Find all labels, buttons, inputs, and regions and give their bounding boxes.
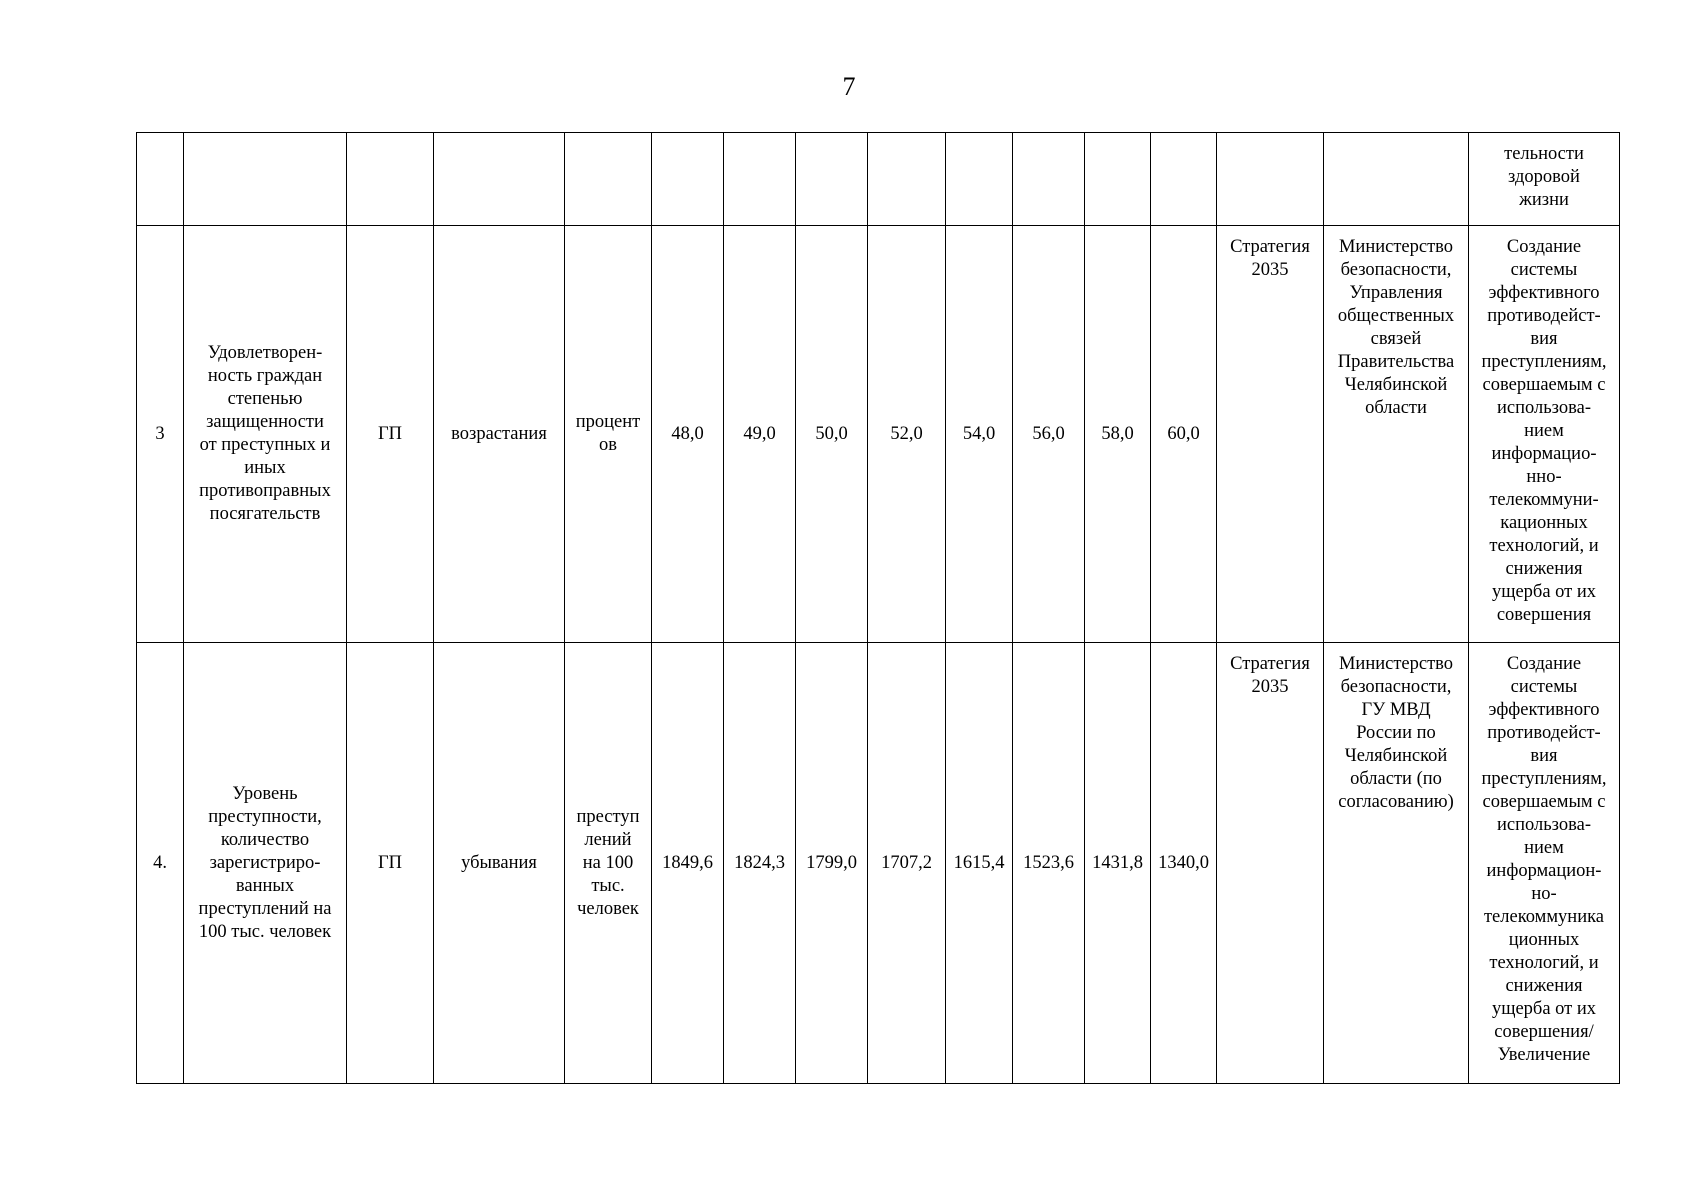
value-cell: 49,0 bbox=[724, 226, 796, 643]
goal-line: совершения bbox=[1496, 605, 1592, 625]
page-number: 7 bbox=[842, 72, 856, 101]
responsible-line: согласованию) bbox=[1338, 792, 1454, 812]
value-cell: 1431,8 bbox=[1085, 643, 1151, 1084]
source-line: 2035 bbox=[1251, 677, 1289, 697]
goal-line: Создание bbox=[1506, 237, 1582, 257]
value-cell bbox=[724, 133, 796, 226]
responsible-line: Управления bbox=[1349, 283, 1443, 303]
goal-cell bbox=[1469, 226, 1620, 643]
value-cell: 52,0 bbox=[868, 226, 946, 643]
indicator-name-line: ность граждан bbox=[207, 366, 323, 386]
indicator-name-cell bbox=[184, 133, 347, 226]
source-cell bbox=[1217, 643, 1324, 1084]
value-cell: 54,0 bbox=[946, 226, 1013, 643]
goal-line: ущерба от их bbox=[1491, 582, 1597, 602]
responsible-line: Челябинской bbox=[1344, 746, 1448, 766]
goal-line: совершаемым с bbox=[1482, 792, 1606, 812]
indicator-name-line: посягательств bbox=[209, 504, 321, 524]
goal-line: Увеличение bbox=[1497, 1045, 1591, 1065]
goal-line: телекоммуни- bbox=[1489, 490, 1599, 510]
value-cell: 1523,6 bbox=[1013, 643, 1085, 1084]
goal-line: нием bbox=[1524, 421, 1564, 441]
value-cell: 1340,0 bbox=[1151, 643, 1217, 1084]
goal-line: Создание bbox=[1506, 654, 1582, 674]
value-cell: 1824,3 bbox=[724, 643, 796, 1084]
direction-cell: возрастания bbox=[434, 226, 565, 643]
unit-cell bbox=[565, 133, 652, 226]
value-cell bbox=[1151, 133, 1217, 226]
goal-line: технологий, и bbox=[1489, 953, 1599, 973]
goal-line: нно- bbox=[1526, 467, 1562, 487]
responsible-cell bbox=[1324, 133, 1469, 226]
goal-line: телекоммуника bbox=[1483, 907, 1605, 927]
responsible-line: ГУ МВД bbox=[1361, 700, 1431, 720]
goal-line: вия bbox=[1530, 329, 1558, 349]
value-cell: 56,0 bbox=[1013, 226, 1085, 643]
goal-line: тельности bbox=[1504, 144, 1584, 164]
goal-line: эффективного bbox=[1488, 700, 1600, 720]
unit-line: преступ bbox=[576, 806, 640, 827]
goal-line: информацио- bbox=[1491, 444, 1597, 464]
indicator-name-cell bbox=[184, 226, 347, 643]
goal-line: но- bbox=[1531, 884, 1557, 904]
value-cell: 58,0 bbox=[1085, 226, 1151, 643]
table-row bbox=[137, 226, 1620, 643]
unit-line: тыс. bbox=[591, 875, 625, 896]
source-line: 2035 bbox=[1251, 260, 1289, 280]
goal-line: ущерба от их bbox=[1491, 999, 1597, 1019]
value-cell: 1615,4 bbox=[946, 643, 1013, 1084]
goal-line: снижения bbox=[1505, 559, 1583, 579]
unit-line: ов bbox=[599, 435, 617, 455]
value-cell bbox=[946, 133, 1013, 226]
goal-line: совершения/ bbox=[1494, 1022, 1594, 1042]
goal-line: использова- bbox=[1497, 815, 1591, 835]
value-cell: 1849,6 bbox=[652, 643, 724, 1084]
row-number-cell bbox=[137, 133, 184, 226]
goal-line: противодейст- bbox=[1487, 723, 1601, 743]
indicator-name-line: преступности, bbox=[208, 806, 322, 827]
indicator-name-line: иных bbox=[244, 458, 286, 478]
indicators-table bbox=[136, 132, 1620, 1084]
responsible-line: безопасности, bbox=[1340, 677, 1452, 697]
table-row bbox=[137, 133, 1620, 226]
value-cell: 48,0 bbox=[652, 226, 724, 643]
goal-line: информацион- bbox=[1486, 861, 1602, 881]
source-cell bbox=[1217, 226, 1324, 643]
responsible-cell bbox=[1324, 643, 1469, 1084]
responsible-line: связей bbox=[1370, 329, 1422, 349]
value-cell bbox=[1085, 133, 1151, 226]
responsible-line: Министерство bbox=[1338, 237, 1454, 257]
unit-line: на 100 bbox=[582, 852, 634, 873]
responsible-line: области bbox=[1365, 398, 1427, 418]
responsible-line: Правительства bbox=[1337, 352, 1455, 372]
source-cell bbox=[1217, 133, 1324, 226]
goal-line: снижения bbox=[1505, 976, 1583, 996]
value-cell: 1799,0 bbox=[796, 643, 868, 1084]
value-cell bbox=[652, 133, 724, 226]
unit-cell bbox=[565, 643, 652, 1084]
value-cell bbox=[796, 133, 868, 226]
goal-line: здоровой bbox=[1508, 167, 1580, 187]
direction-cell: убывания bbox=[434, 643, 565, 1084]
indicator-name-line: от преступных и bbox=[199, 435, 331, 455]
goal-line: технологий, и bbox=[1489, 536, 1599, 556]
indicator-name-line: преступлений на bbox=[198, 898, 332, 919]
indicator-name-line: степенью bbox=[227, 389, 303, 409]
row-number-cell: 3 bbox=[137, 226, 184, 643]
indicator-name-line: зарегистриро- bbox=[209, 852, 321, 873]
responsible-line: области (по bbox=[1350, 769, 1442, 789]
goal-line: кационных bbox=[1500, 513, 1588, 533]
goal-line: преступлениям, bbox=[1481, 769, 1607, 789]
goal-line: жизни bbox=[1519, 190, 1569, 210]
value-cell bbox=[868, 133, 946, 226]
indicator-name-line: ванных bbox=[235, 875, 295, 896]
goal-line: эффективного bbox=[1488, 283, 1600, 303]
indicator-name-line: Удовлетворен- bbox=[207, 343, 323, 363]
value-cell: 60,0 bbox=[1151, 226, 1217, 643]
indicator-name-line: Уровень bbox=[232, 783, 298, 804]
indicator-name-cell bbox=[184, 643, 347, 1084]
indicator-name-line: количество bbox=[220, 829, 310, 850]
unit-line: человек bbox=[577, 898, 639, 919]
indicator-name-line: защищенности bbox=[206, 412, 324, 432]
responsible-line: России по bbox=[1356, 723, 1436, 743]
direction-cell bbox=[434, 133, 565, 226]
responsible-line: Министерство bbox=[1338, 654, 1454, 674]
goal-line: использова- bbox=[1497, 398, 1591, 418]
responsible-line: безопасности, bbox=[1340, 260, 1452, 280]
source-line: Стратегия bbox=[1230, 654, 1310, 674]
value-cell: 50,0 bbox=[796, 226, 868, 643]
indicator-name-line: противоправных bbox=[199, 481, 331, 501]
goal-cell bbox=[1469, 643, 1620, 1084]
goal-line: противодейст- bbox=[1487, 306, 1601, 326]
unit-line: процент bbox=[575, 412, 641, 432]
value-cell: 1707,2 bbox=[868, 643, 946, 1084]
responsible-line: общественных bbox=[1337, 306, 1455, 326]
responsible-cell bbox=[1324, 226, 1469, 643]
row-number-cell: 4. bbox=[137, 643, 184, 1084]
document-type-cell bbox=[347, 133, 434, 226]
value-cell bbox=[1013, 133, 1085, 226]
document-type-cell: ГП bbox=[347, 226, 434, 643]
goal-line: системы bbox=[1510, 677, 1578, 697]
goal-line: вия bbox=[1530, 746, 1558, 766]
goal-line: преступлениям, bbox=[1481, 352, 1607, 372]
indicator-name-line: 100 тыс. человек bbox=[198, 921, 332, 942]
goal-cell bbox=[1469, 133, 1620, 226]
unit-cell bbox=[565, 226, 652, 643]
goal-line: ционных bbox=[1508, 930, 1580, 950]
responsible-line: Челябинской bbox=[1344, 375, 1448, 395]
document-type-cell: ГП bbox=[347, 643, 434, 1084]
source-line: Стратегия bbox=[1230, 237, 1310, 257]
table-row bbox=[137, 643, 1620, 1084]
goal-line: системы bbox=[1510, 260, 1578, 280]
goal-line: совершаемым с bbox=[1482, 375, 1606, 395]
goal-line: нием bbox=[1524, 838, 1564, 858]
unit-line: лений bbox=[584, 829, 632, 850]
